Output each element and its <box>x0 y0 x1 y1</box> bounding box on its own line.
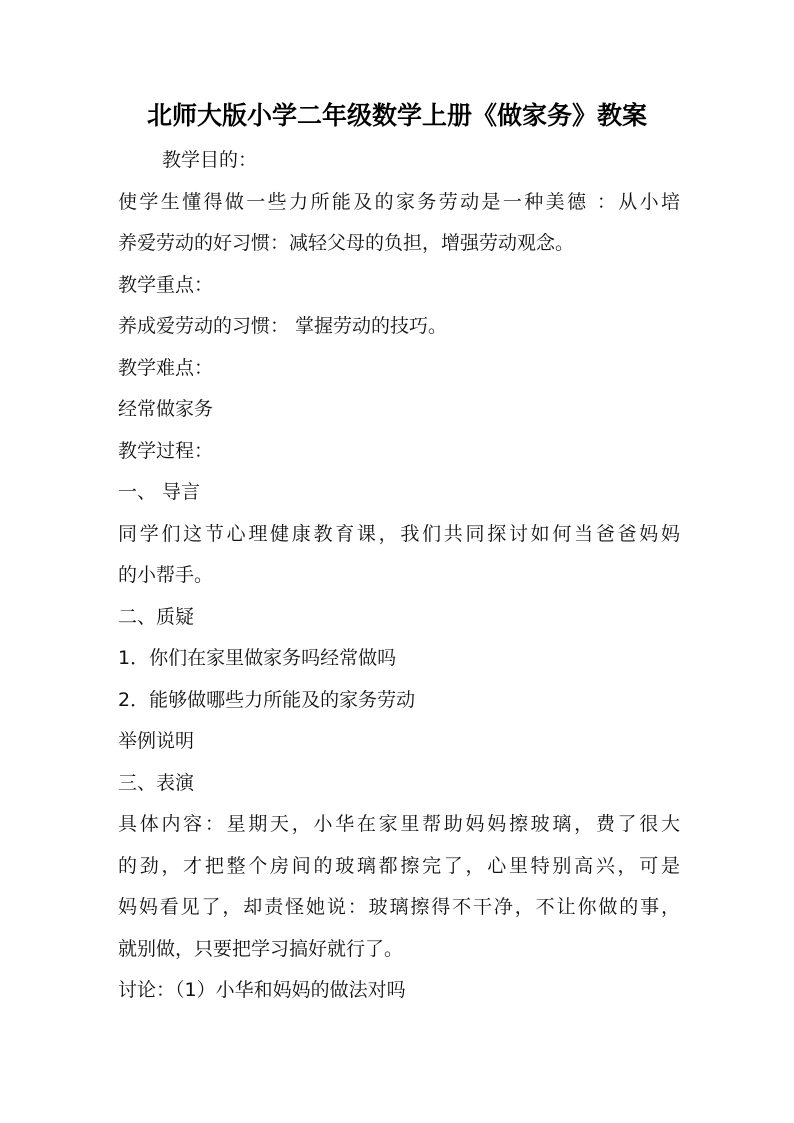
paragraph-line: 同学们这节心理健康教育课，我们共同探讨如何当爸爸妈妈 <box>118 522 680 545</box>
paragraph-line: 妈妈看见了，却责怪她说：玻璃擦得不干净，不让你做的事， <box>118 896 680 918</box>
paragraph-line: 具体内容：星期天，小华在家里帮助妈妈擦玻璃，费了很大 <box>118 813 680 835</box>
paragraph-line: 的小帮手。 <box>118 564 214 586</box>
paragraph-line: 举例说明 <box>118 730 195 752</box>
document-title: 北师大版小学二年级数学上册《做家务》教案 <box>146 101 647 130</box>
paragraph-line: 经常做家务 <box>118 398 214 420</box>
document-body <box>118 140 680 1012</box>
paragraph-line: 养爱劳动的好习惯：减轻父母的负担，增强劳动观念。 <box>118 232 575 254</box>
section-heading: 教学难点： <box>118 356 214 379</box>
paragraph-line: 的劲，才把整个房间的玻璃都擦完了，心里特别高兴，可是 <box>118 854 680 877</box>
paragraph-line: 就别做，只要把学习搞好就行了。 <box>118 937 404 960</box>
paragraph-line: 使学生懂得做一些力所能及的家务劳动是一种美德 ：从小培 <box>118 190 680 213</box>
section-heading: 一、 导言 <box>118 481 201 503</box>
section-heading: 二、质疑 <box>118 605 195 628</box>
section-heading: 教学重点： <box>118 273 214 296</box>
paragraph-line: 讨论：（1）小华和妈妈的做法对吗 <box>118 979 406 1001</box>
paragraph-line: 教学目的： <box>162 149 258 171</box>
section-heading: 教学过程： <box>118 439 214 462</box>
paragraph-line: 养成爱劳动的习惯： 掌握劳动的技巧。 <box>118 315 448 337</box>
list-item: 1．你们在家里做家务吗经常做吗 <box>118 647 397 669</box>
list-item: 2．能够做哪些力所能及的家务劳动 <box>118 688 416 711</box>
section-heading: 三、表演 <box>118 771 195 794</box>
